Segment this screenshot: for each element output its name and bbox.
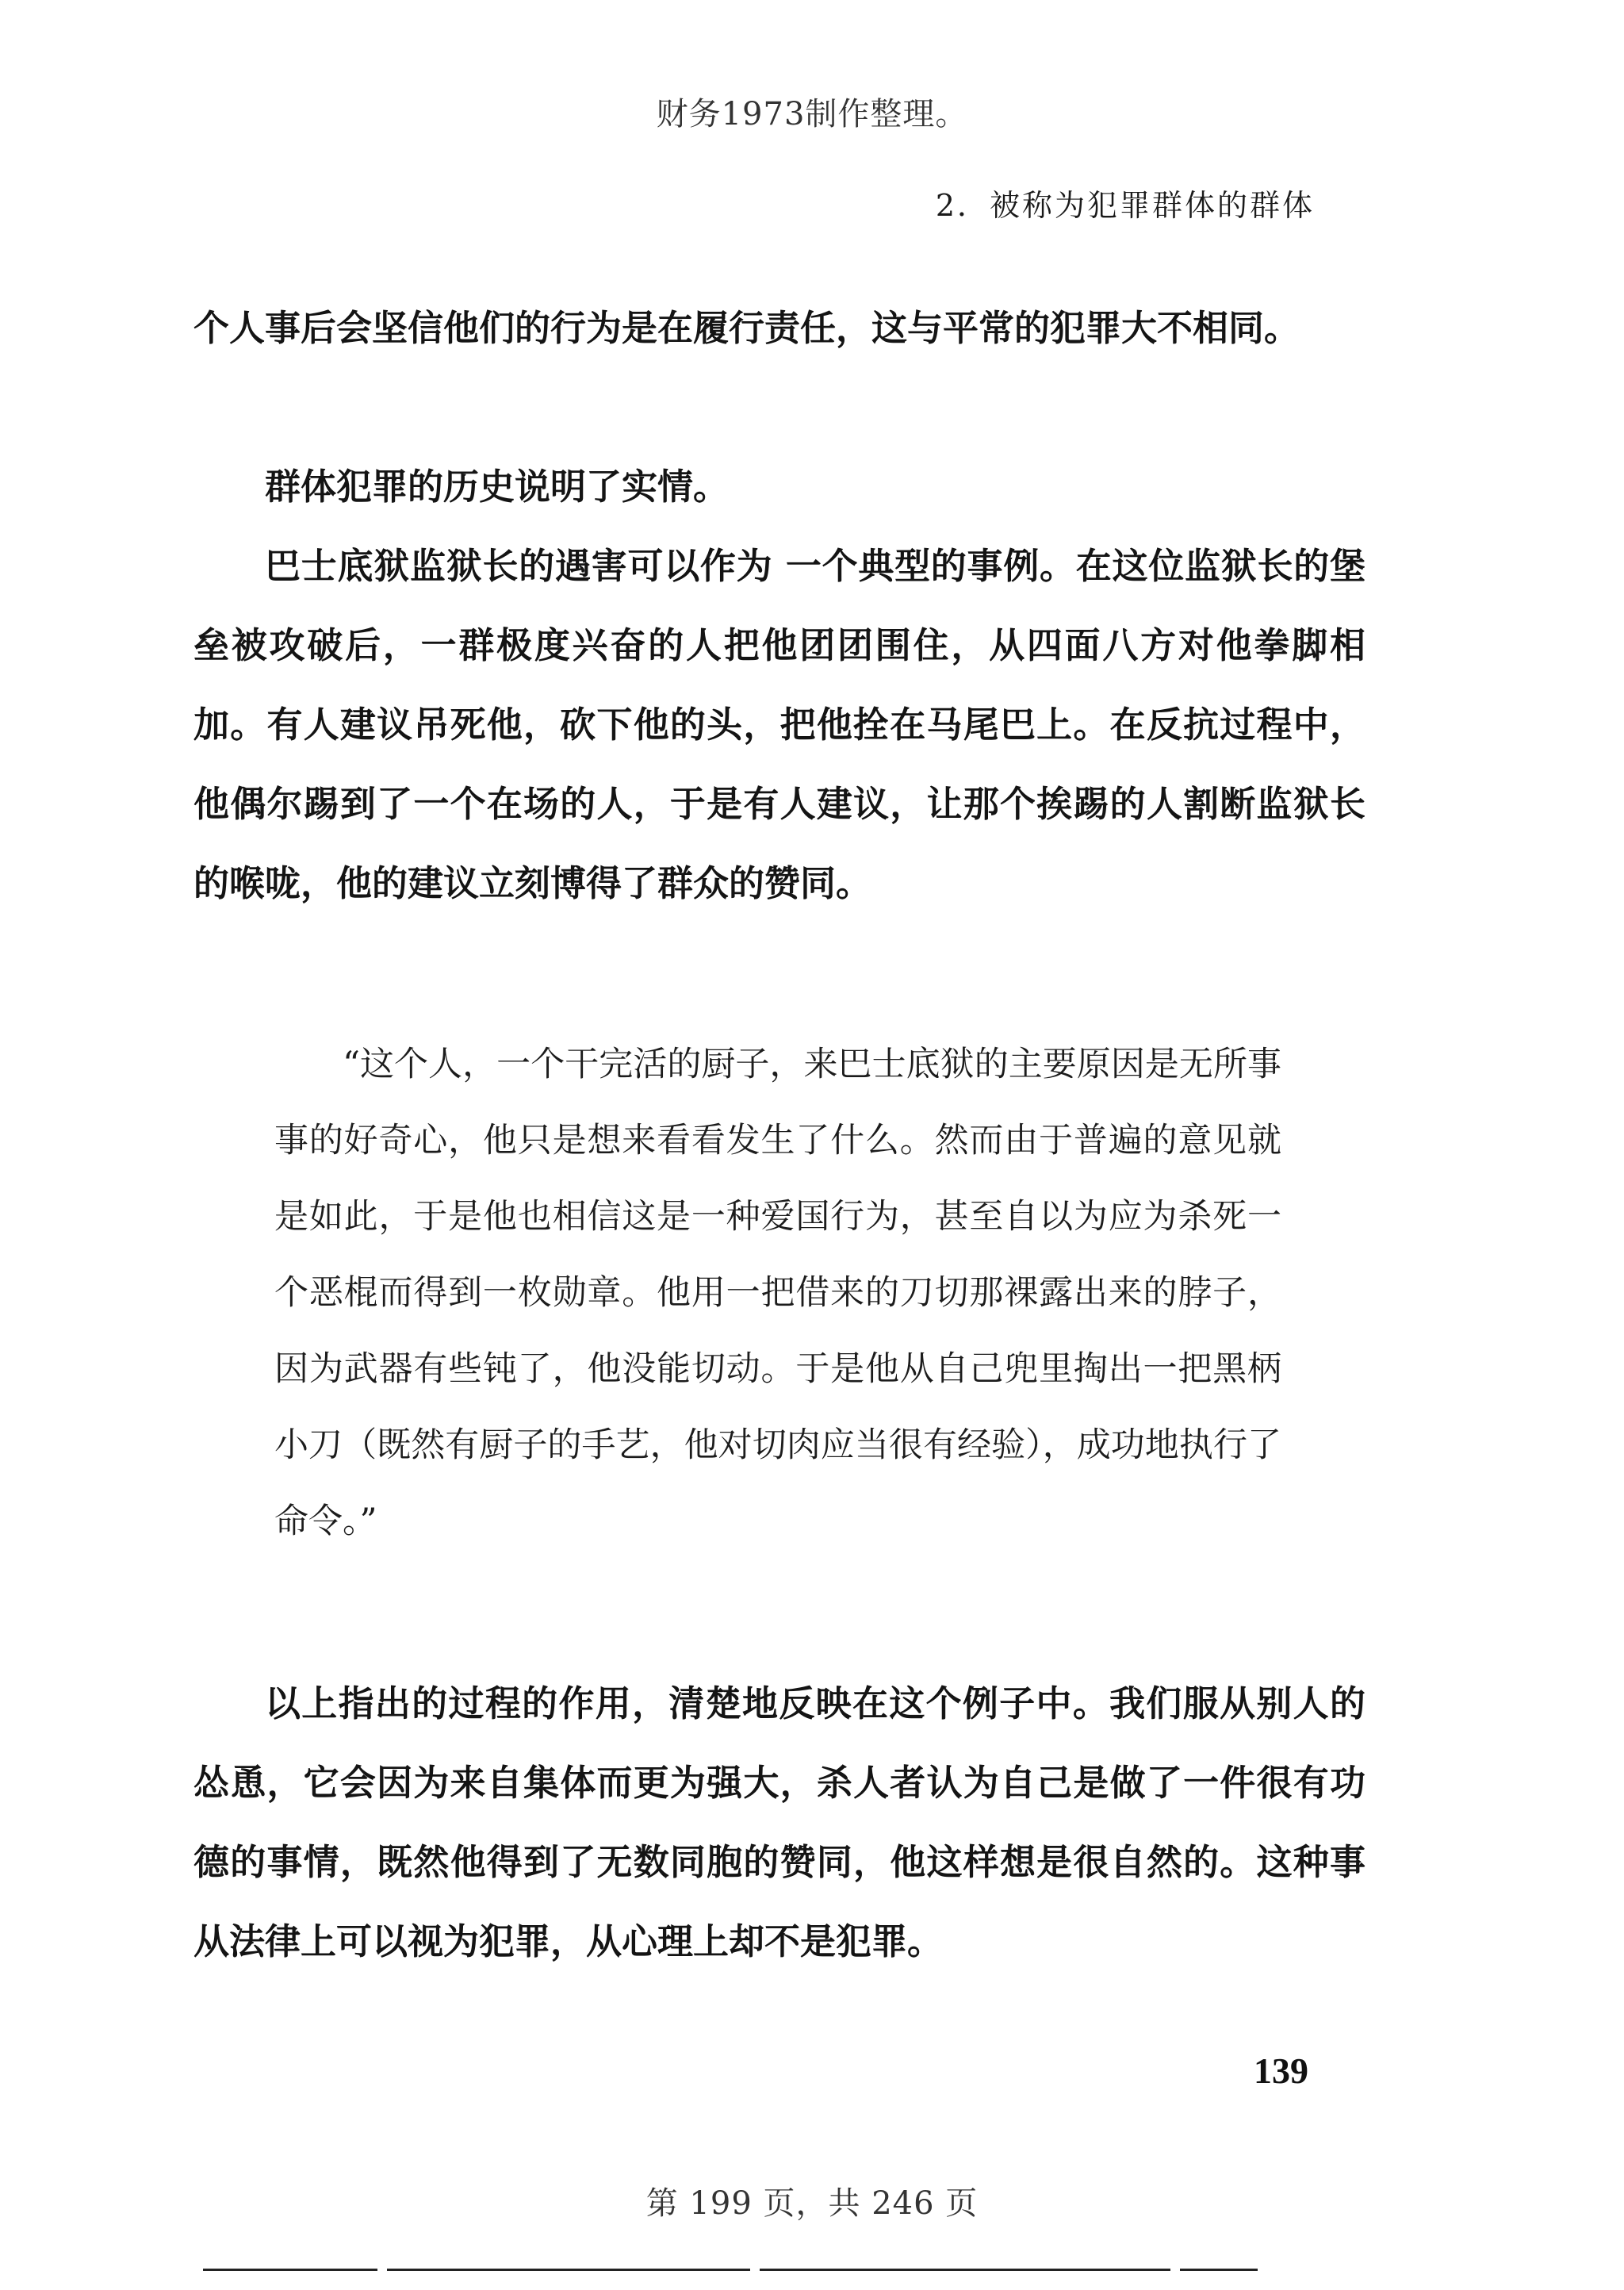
- body-paragraph-4-block: [193, 1664, 1365, 1981]
- page-number: 139: [1254, 2050, 1308, 2091]
- body-paragraph-1-block: [193, 289, 1365, 368]
- body-paragraph: 以上指出的过程的作用，清楚地反映在这个例子中。我们服从别人的怂恿，它会因为来自集体而更为强大，杀人者认为自己是做了一件很有功德的事情，既然他得到了无数同胞的赞同，他这样想是很自然的。这种事从法律上可以视为犯罪，从心理上却不是犯罪。: [193, 1682, 1365, 1962]
- quote-paragraph: “这个人，一个干完活的厨子，来巴士底狱的主要原因是无所事事的好奇心，他只是想来看看发生了什么。然而由于普遍的意见就是如此，于是他也相信这是一种爱国行为，甚至自以为应为杀死一个恶棍而得到一枚勋章。他用一把借来的刀切那裸露出来的脖子，因为武器有些钝了，他没能切动。于是他从自己兜里掏出一把黑柄小刀（既然有厨子的手艺，他对切肉应当很有经验），成功地执行了命令。”: [274, 1045, 1281, 1541]
- watermark-text: 财务1973制作整理。: [656, 96, 968, 132]
- body-paragraph-2-block: [193, 447, 1365, 527]
- bottom-divider: [203, 2269, 1258, 2271]
- block-quote: [274, 1026, 1281, 1559]
- body-paragraph: 巴士底狱监狱长的遇害可以作为 一个典型的事例。在这位监狱长的堡垒被攻破后，一群极度兴奋的人把他团团围住，从四面八方对他拳脚相加。有人建议吊死他，砍下他的头，把他拴在马尾巴上。在反抗过程中，他偶尔踢到了一个在场的人，于是有人建议，让那个挨踢的人割断监狱长的喉咙，他的建议立刻博得了群众的赞同。: [193, 545, 1365, 904]
- body-paragraph: 群体犯罪的历史说明了实情。: [265, 466, 730, 508]
- body-paragraph-3-block: [193, 527, 1365, 923]
- running-head: 2．被称为犯罪群体的群体: [935, 188, 1315, 223]
- footer-page-indicator: 第 199 页，共 246 页: [645, 2185, 979, 2222]
- body-paragraph: 个人事后会坚信他们的行为是在履行责任，这与平常的犯罪大不相同。: [193, 307, 1300, 349]
